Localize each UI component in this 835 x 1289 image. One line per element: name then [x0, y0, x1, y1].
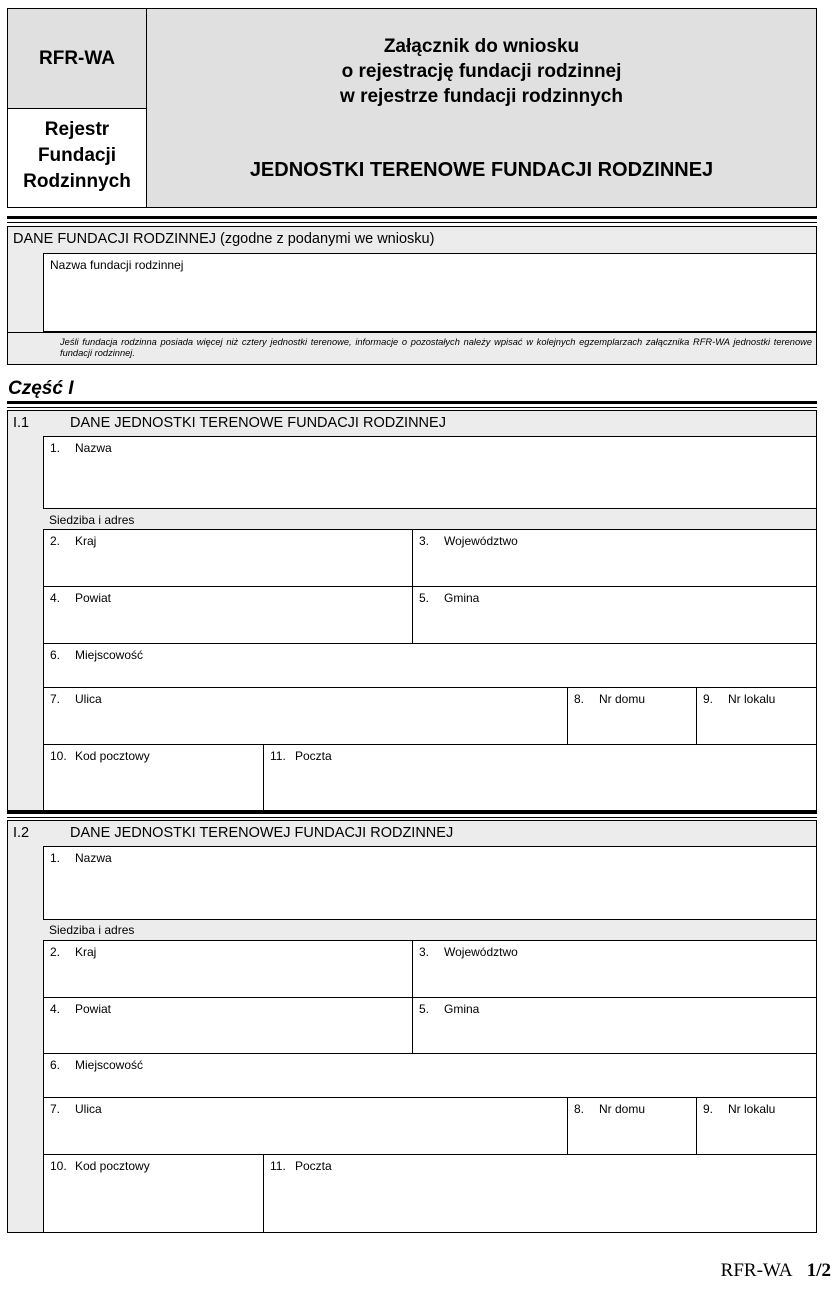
- field-number: 9.: [703, 1102, 714, 1116]
- field-label: Nr domu: [599, 692, 646, 706]
- field-label: Województwo: [444, 945, 518, 959]
- field-number: 7.: [50, 692, 61, 706]
- register-line-2: Fundacji: [37, 145, 117, 166]
- field-number: 8.: [574, 1102, 585, 1116]
- field-label: Kod pocztowy: [75, 749, 150, 763]
- form-title: [147, 34, 816, 109]
- unit-2-name-field[interactable]: [43, 846, 817, 920]
- foundation-note: Jeśli fundacja rodzinna posiada więcej niż cztery jednostki terenowe, informacje o pozostałych należy wpisać w kolejnych egzemplarzach załącznika RFR-WA jednostki terenowe fundacji rodzinnej.: [60, 337, 812, 358]
- field-label: Nazwa: [75, 441, 112, 455]
- unit-2-postal-code-field[interactable]: [43, 1154, 264, 1233]
- field-number: 9.: [703, 692, 714, 706]
- form-subtitle: JEDNOSTKI TERENOWE FUNDACJI RODZINNEJ: [249, 159, 714, 181]
- unit-1-locality-field[interactable]: [43, 643, 817, 688]
- field-label: Ulica: [75, 692, 102, 706]
- unit-1-county-field[interactable]: [43, 586, 413, 644]
- register-name: [8, 117, 146, 195]
- part-label: Część I: [8, 378, 74, 399]
- field-number: 3.: [419, 534, 430, 548]
- field-number: 1.: [50, 441, 61, 455]
- field-number: 6.: [50, 648, 61, 662]
- unit-1-post-office-field[interactable]: [263, 744, 817, 811]
- unit-1-title: DANE JEDNOSTKI TERENOWE FUNDACJI RODZINNEJ: [70, 415, 446, 431]
- unit-1-name-field[interactable]: [43, 436, 817, 509]
- unit-2-title: DANE JEDNOSTKI TERENOWEJ FUNDACJI RODZINNEJ: [70, 825, 454, 841]
- unit-2-county-field[interactable]: [43, 997, 413, 1054]
- field-label: Powiat: [75, 591, 112, 605]
- field-number: 11.: [270, 749, 286, 763]
- unit-1-street-field[interactable]: [43, 687, 568, 745]
- unit-1-country-field[interactable]: [43, 529, 413, 587]
- field-number: 2.: [50, 945, 61, 959]
- unit-2-house-number-field[interactable]: [567, 1097, 697, 1155]
- field-number: 5.: [419, 591, 430, 605]
- field-label: Kraj: [75, 534, 97, 548]
- unit-2-address-label: Siedziba i adres: [49, 923, 135, 937]
- field-number: 11.: [270, 1159, 286, 1173]
- field-number: 10.: [50, 749, 67, 763]
- register-line-3: Rodzinnych: [23, 171, 131, 192]
- field-label: Gmina: [444, 591, 480, 605]
- field-number: 1.: [50, 851, 61, 865]
- unit-2-post-office-field[interactable]: [263, 1154, 817, 1233]
- unit-2-locality-field[interactable]: [43, 1053, 817, 1098]
- unit-1-address-label: Siedziba i adres: [49, 513, 135, 527]
- unit-1-voivodeship-field[interactable]: [412, 529, 817, 587]
- foundation-name-field[interactable]: [43, 253, 817, 332]
- foundation-note-divider: [7, 332, 817, 333]
- field-number: 3.: [419, 945, 430, 959]
- unit-1-flat-number-field[interactable]: [696, 687, 817, 745]
- field-label: Poczta: [295, 1159, 332, 1173]
- field-label: Nr lokalu: [728, 1102, 776, 1116]
- field-label: Ulica: [75, 1102, 102, 1116]
- part-rule-bottom: [7, 407, 817, 408]
- field-number: 7.: [50, 1102, 61, 1116]
- unit-separator-rule: [7, 811, 817, 814]
- unit-2-country-field[interactable]: [43, 940, 413, 998]
- field-number: 5.: [419, 1002, 430, 1016]
- field-label: Miejscowość: [75, 1058, 144, 1072]
- foundation-name-label: Nazwa fundacji rodzinnej: [50, 258, 184, 272]
- unit-2-commune-field[interactable]: [412, 997, 817, 1054]
- field-label: Nr lokalu: [728, 692, 776, 706]
- form-code: RFR-WA: [39, 48, 115, 69]
- register-line-1: Rejestr: [44, 119, 110, 140]
- title-line-2: o rejestrację fundacji rodzinnej: [341, 61, 622, 82]
- unit-separator-rule-thin: [7, 817, 817, 818]
- field-label: Kraj: [75, 945, 97, 959]
- field-label: Poczta: [295, 749, 332, 763]
- field-number: 10.: [50, 1159, 67, 1173]
- page-footer: [600, 1260, 831, 1282]
- field-number: 2.: [50, 534, 61, 548]
- unit-2-voivodeship-field[interactable]: [412, 940, 817, 998]
- footer-page-number: 1/2: [806, 1260, 831, 1281]
- double-rule-bottom: [7, 222, 817, 223]
- field-number: 6.: [50, 1058, 61, 1072]
- unit-2-id: I.2: [13, 825, 30, 841]
- unit-1-id: I.1: [13, 415, 30, 431]
- unit-2-street-field[interactable]: [43, 1097, 568, 1155]
- unit-1-house-number-field[interactable]: [567, 687, 697, 745]
- unit-1-postal-code-field[interactable]: [43, 744, 264, 811]
- unit-1-commune-field[interactable]: [412, 586, 817, 644]
- field-label: Powiat: [75, 1002, 112, 1016]
- field-label: Kod pocztowy: [75, 1159, 150, 1173]
- field-label: Nr domu: [599, 1102, 646, 1116]
- part-rule-top: [7, 401, 817, 404]
- field-label: Województwo: [444, 534, 518, 548]
- title-line-3: w rejestrze fundacji rodzinnych: [340, 86, 623, 107]
- field-label: Miejscowość: [75, 648, 144, 662]
- field-number: 8.: [574, 692, 585, 706]
- field-number: 4.: [50, 591, 61, 605]
- title-line-1: Załącznik do wniosku: [383, 36, 580, 57]
- field-number: 4.: [50, 1002, 61, 1016]
- footer-form-code: RFR-WA: [720, 1260, 793, 1281]
- field-label: Nazwa: [75, 851, 112, 865]
- double-rule-top: [7, 216, 817, 219]
- field-label: Gmina: [444, 1002, 480, 1016]
- foundation-section-title: DANE FUNDACJI RODZINNEJ (zgodne z podanymi we wniosku): [13, 231, 435, 247]
- unit-2-flat-number-field[interactable]: [696, 1097, 817, 1155]
